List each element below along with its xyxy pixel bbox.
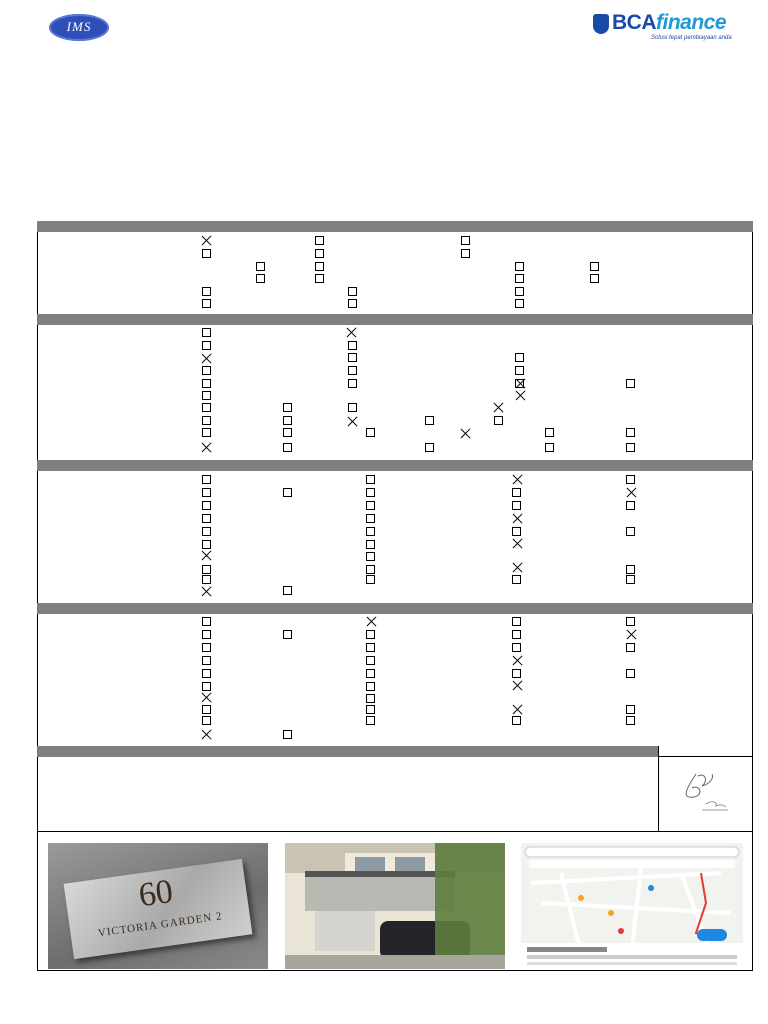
- checkbox-empty: [366, 540, 375, 549]
- checkbox-checked-x: [493, 402, 504, 413]
- checkbox-checked-x: [201, 692, 212, 703]
- checkbox-empty: [202, 540, 211, 549]
- checkbox-empty: [202, 475, 211, 484]
- checkbox-empty: [366, 565, 375, 574]
- house-number-plate: [64, 859, 253, 959]
- checkbox-empty: [315, 249, 324, 258]
- checkbox-empty: [515, 287, 524, 296]
- checkbox-empty: [283, 488, 292, 497]
- house-front-photo: [285, 843, 505, 969]
- checkbox-empty: [515, 262, 524, 271]
- checkbox-empty: [202, 379, 211, 388]
- checkbox-empty: [202, 403, 211, 412]
- checkbox-empty: [545, 428, 554, 437]
- checkbox-empty: [202, 391, 211, 400]
- checkbox-checked-x: [366, 616, 377, 627]
- checkbox-empty: [626, 527, 635, 536]
- checkbox-empty: [202, 514, 211, 523]
- checkbox-checked-x: [626, 487, 637, 498]
- checkbox-empty: [626, 501, 635, 510]
- checkbox-empty: [512, 527, 521, 536]
- checkbox-empty: [202, 287, 211, 296]
- checkbox-empty: [512, 501, 521, 510]
- checkbox-empty: [626, 716, 635, 725]
- checkbox-empty: [315, 274, 324, 283]
- checkbox-empty: [515, 353, 524, 362]
- checkbox-empty: [283, 428, 292, 437]
- checkbox-empty: [202, 705, 211, 714]
- checkbox-empty: [515, 299, 524, 308]
- checkbox-empty: [202, 341, 211, 350]
- house-number-photo: [48, 843, 268, 969]
- checkbox-empty: [512, 643, 521, 652]
- checkbox-empty: [202, 488, 211, 497]
- checkbox-empty: [348, 403, 357, 412]
- bca-finance-logo: [593, 12, 733, 46]
- plate-name: VICTORIA GARDEN 2: [97, 910, 224, 940]
- checkbox-checked-x: [512, 562, 523, 573]
- checkbox-empty: [590, 274, 599, 283]
- checkbox-checked-x: [626, 629, 637, 640]
- section-bar-1: [37, 221, 753, 232]
- bca-shield-icon: [593, 14, 609, 34]
- checkbox-checked-x: [201, 442, 212, 453]
- checkbox-checked-x: [515, 378, 526, 389]
- plate-number: 60: [136, 872, 176, 915]
- checkbox-empty: [512, 488, 521, 497]
- checkbox-empty: [202, 416, 211, 425]
- checkbox-empty: [366, 552, 375, 561]
- checkbox-empty: [366, 669, 375, 678]
- checkbox-checked-x: [515, 390, 526, 401]
- checkbox-empty: [545, 443, 554, 452]
- checkbox-empty: [283, 403, 292, 412]
- checkbox-empty: [202, 669, 211, 678]
- checkbox-empty: [366, 475, 375, 484]
- checkbox-checked-x: [512, 538, 523, 549]
- checkbox-empty: [626, 575, 635, 584]
- checkbox-empty: [512, 630, 521, 639]
- checkbox-empty: [626, 705, 635, 714]
- checkbox-empty: [626, 428, 635, 437]
- signature-divider: [658, 746, 659, 832]
- checkbox-empty: [512, 716, 521, 725]
- checkbox-checked-x: [512, 474, 523, 485]
- checkbox-empty: [202, 501, 211, 510]
- checkbox-empty: [202, 328, 211, 337]
- section-bar-4: [37, 603, 753, 614]
- photo-section-line: [37, 831, 753, 832]
- checkbox-empty: [626, 443, 635, 452]
- checkbox-empty: [202, 643, 211, 652]
- bca-tagline: Solusi tepat pembiayaan anda: [651, 35, 732, 41]
- section-bar-5: [37, 746, 658, 757]
- ims-logo-text: IMS: [66, 19, 92, 34]
- signature-header-line: [658, 756, 753, 757]
- checkbox-empty: [283, 730, 292, 739]
- checkbox-empty: [256, 262, 265, 271]
- checkbox-empty: [202, 656, 211, 665]
- bca-logo-wordmark: BCAfinance: [612, 11, 727, 34]
- checkbox-empty: [283, 586, 292, 595]
- checkbox-checked-x: [201, 353, 212, 364]
- checkbox-empty: [202, 575, 211, 584]
- checkbox-empty: [425, 443, 434, 452]
- checkbox-empty: [626, 379, 635, 388]
- checkbox-empty: [348, 299, 357, 308]
- checkbox-empty: [283, 416, 292, 425]
- checkbox-empty: [626, 643, 635, 652]
- checkbox-empty: [315, 262, 324, 271]
- checkbox-empty: [366, 656, 375, 665]
- checkbox-empty: [626, 617, 635, 626]
- checkbox-empty: [348, 379, 357, 388]
- checkbox-checked-x: [512, 704, 523, 715]
- checkbox-empty: [202, 682, 211, 691]
- checkbox-checked-x: [460, 428, 471, 439]
- checkbox-empty: [515, 366, 524, 375]
- checkbox-empty: [202, 428, 211, 437]
- checkbox-empty: [590, 262, 599, 271]
- checkbox-empty: [366, 488, 375, 497]
- checkbox-empty: [512, 617, 521, 626]
- checkbox-checked-x: [201, 235, 212, 246]
- map-screenshot-photo: [521, 843, 743, 969]
- house-front-illustration: [285, 843, 505, 969]
- checkbox-empty: [425, 416, 434, 425]
- checkbox-empty: [202, 565, 211, 574]
- checkbox-empty: [283, 630, 292, 639]
- checkbox-empty: [348, 341, 357, 350]
- checkbox-empty: [494, 416, 503, 425]
- checkbox-checked-x: [512, 513, 523, 524]
- checkbox-empty: [461, 236, 470, 245]
- checkbox-empty: [202, 527, 211, 536]
- checkbox-empty: [626, 669, 635, 678]
- checkbox-empty: [366, 705, 375, 714]
- checkbox-checked-x: [201, 729, 212, 740]
- checkbox-empty: [202, 630, 211, 639]
- map-illustration: [521, 843, 743, 969]
- checkbox-empty: [366, 643, 375, 652]
- checkbox-checked-x: [201, 550, 212, 561]
- checkbox-empty: [626, 565, 635, 574]
- checkbox-empty: [348, 287, 357, 296]
- checkbox-empty: [626, 475, 635, 484]
- checkbox-empty: [315, 236, 324, 245]
- ims-logo: [49, 14, 109, 41]
- checkbox-empty: [366, 575, 375, 584]
- checkbox-empty: [202, 617, 211, 626]
- checkbox-empty: [366, 514, 375, 523]
- checkbox-empty: [366, 428, 375, 437]
- checkbox-empty: [461, 249, 470, 258]
- checkbox-checked-x: [512, 655, 523, 666]
- checkbox-empty: [256, 274, 265, 283]
- section-bar-2: [37, 314, 753, 325]
- checkbox-empty: [366, 501, 375, 510]
- checkbox-empty: [366, 682, 375, 691]
- checkbox-empty: [283, 443, 292, 452]
- checkbox-empty: [366, 527, 375, 536]
- checkbox-empty: [202, 366, 211, 375]
- checkbox-empty: [366, 716, 375, 725]
- signature-image: [676, 764, 736, 814]
- checkbox-empty: [202, 299, 211, 308]
- checkbox-checked-x: [201, 586, 212, 597]
- checkbox-empty: [348, 366, 357, 375]
- checkbox-empty: [348, 353, 357, 362]
- checkbox-empty: [366, 694, 375, 703]
- checkbox-checked-x: [346, 327, 357, 338]
- section-bar-3: [37, 460, 753, 471]
- checkbox-empty: [512, 575, 521, 584]
- checkbox-checked-x: [512, 680, 523, 691]
- checkbox-empty: [515, 274, 524, 283]
- checkbox-empty: [512, 669, 521, 678]
- checkbox-checked-x: [347, 416, 358, 427]
- checkbox-empty: [366, 630, 375, 639]
- checkbox-empty: [202, 716, 211, 725]
- checkbox-empty: [202, 249, 211, 258]
